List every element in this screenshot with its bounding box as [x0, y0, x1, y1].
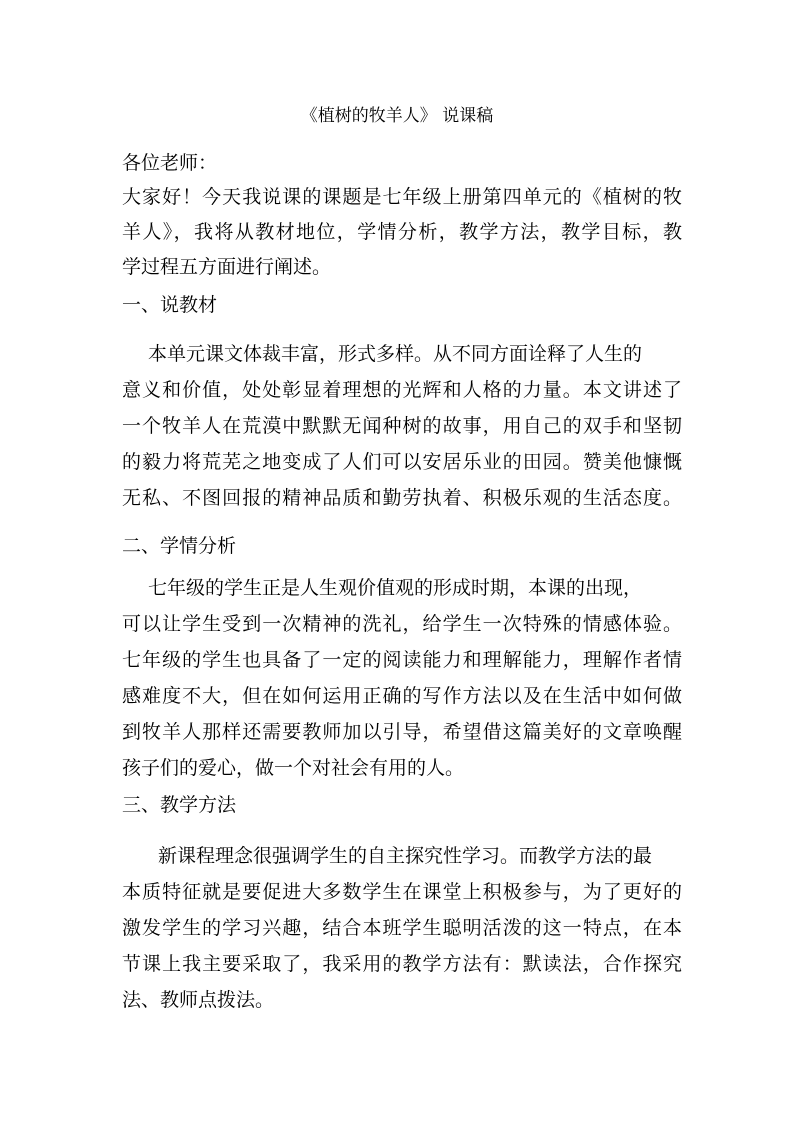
section-3-line-2: 本质特征就是要促进大多数学生在课堂上积极参与，为了更好的: [122, 881, 682, 903]
section-1-line-2: 意义和价值，处处彰显着理想的光辉和人格的力量。本文讲述了: [122, 379, 682, 401]
intro-line-1: 大家好！今天我说课的课题是七年级上册第四单元的《植树的牧: [122, 186, 682, 208]
greeting: 各位老师：: [122, 152, 218, 174]
section-1-line-3: 一个牧羊人在荒漠中默默无闻种树的故事，用自己的双手和坚韧: [122, 415, 682, 437]
intro-line-3: 学过程五方面进行阐述。: [122, 256, 332, 278]
section-1-line-4: 的毅力将荒芜之地变成了人们可以安居乐业的田园。赞美他慷慨: [122, 451, 682, 473]
section-1-line-5: 无私、不图回报的精神品质和勤劳执着、积极乐观的生活态度。: [122, 487, 682, 509]
section-heading-students: 二、学情分析: [122, 535, 237, 557]
document-title: 《植树的牧羊人》 说课稿: [300, 106, 494, 126]
section-2-line-2: 可以让学生受到一次精神的洗礼，给学生一次特殊的情感体验。: [122, 613, 682, 635]
section-3-line-5: 法、教师点拨法。: [122, 989, 275, 1011]
section-1-line-1: 本单元课文体裁丰富，形式多样。从不同方面诠释了人生的: [148, 343, 643, 365]
section-2-line-1: 七年级的学生正是人生观价值观的形成时期，本课的出现，: [148, 577, 643, 599]
section-2-line-4: 感难度不大，但在如何运用正确的写作方法以及在生活中如何做: [122, 685, 682, 707]
intro-line-2: 羊人》，我将从教材地位，学情分析，教学方法，教学目标，教: [122, 221, 682, 243]
section-3-line-3: 激发学生的学习兴趣，结合本班学生聪明活泼的这一特点，在本: [122, 917, 682, 939]
section-heading-methods: 三、教学方法: [122, 794, 237, 816]
section-2-line-5: 到牧羊人那样还需要教师加以引导，希望借这篇美好的文章唤醒: [122, 721, 682, 743]
section-2-line-6: 孩子们的爱心，做一个对社会有用的人。: [122, 757, 465, 779]
section-2-line-3: 七年级的学生也具备了一定的阅读能力和理解能力，理解作者情: [122, 649, 682, 671]
section-3-line-4: 节课上我主要采取了，我采用的教学方法有：默读法，合作探究: [122, 953, 682, 975]
section-heading-textbook: 一、说教材: [122, 294, 218, 316]
section-3-line-1: 新课程理念很强调学生的自主探究性学习。而教学方法的最: [158, 845, 653, 867]
